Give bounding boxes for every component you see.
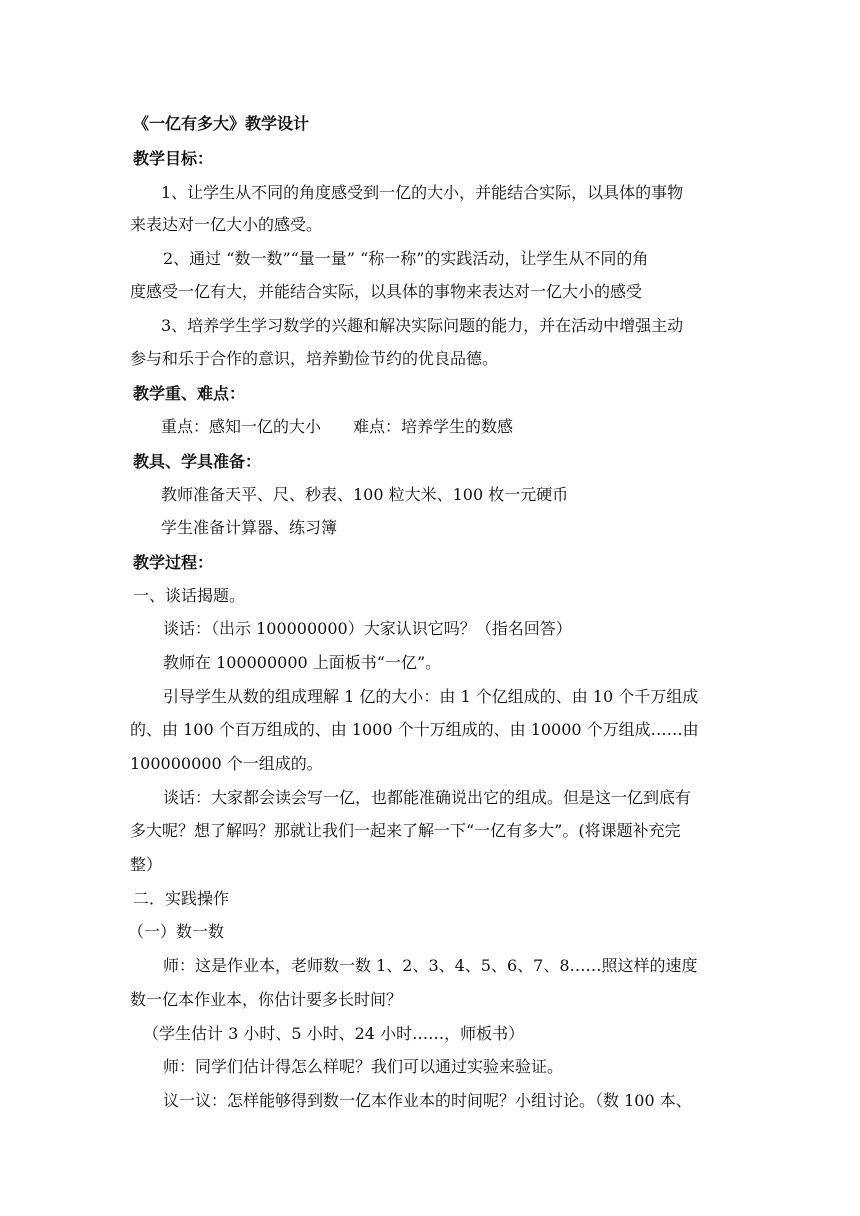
tools-teacher: 教师准备天平、尺、秒表、100 粒大米、100 枚一元硬币 [161, 485, 569, 504]
goals-heading: 教学目标： [133, 149, 214, 168]
paragraph-8: 议一议：怎样能够得到数一亿本作业本的时间呢？小组讨论。（数 100 本、 [163, 1091, 692, 1110]
key-points-line: 重点：感知一亿的大小 难点：培养学生的数感 [161, 417, 514, 436]
goal1-line2: 来表达对一亿大小的感受。 [130, 215, 323, 234]
paragraph-5-line2: 数一亿本作业本，你估计要多长时间？ [130, 990, 403, 1009]
subsection-1-title: （一）数一数 [128, 922, 225, 941]
paragraph-7: 师：同学们估计得怎么样呢？我们可以通过实验来验证。 [163, 1057, 564, 1076]
goal1-line1: 1、让学生从不同的角度感受到一亿的大小，并能结合实际，以具体的事物 [161, 183, 684, 202]
document-title: 《一亿有多大》教学设计 [133, 114, 310, 133]
paragraph-1: 谈话：（出示 100000000）大家认识它吗？（指名回答） [163, 619, 572, 638]
paragraph-3-line3: 100000000 个一组成的。 [130, 754, 323, 773]
paragraph-5-line1: 师：这是作业本，老师数一数 1、2、3、4、5、6、7、8……照这样的速度 [163, 956, 698, 975]
paragraph-2: 教师在 100000000 上面板书“一亿”。 [163, 653, 442, 672]
paragraph-6: （学生估计 3 小时、5 小时、24 小时……，师板书） [143, 1024, 525, 1043]
tools-student: 学生准备计算器、练习簿 [161, 518, 338, 537]
paragraph-4-line1: 谈话：大家都会读会写一亿，也都能准确说出它的组成。但是这一亿到底有 [163, 788, 692, 807]
paragraph-3-line1: 引导学生从数的组成理解 1 亿的大小：由 1 个亿组成的、由 10 个千万组成 [163, 687, 699, 706]
section-2-title: 二．实践操作 [133, 889, 230, 908]
paragraph-4-line2: 多大呢？想了解吗？那就让我们一起来了解一下“一亿有多大”。(将课题补充完 [130, 821, 681, 840]
section-1-title: 一、谈话揭题。 [133, 586, 246, 605]
paragraph-3-line2: 的、由 100 个百万组成的、由 1000 个十万组成的、由 10000 个万组成……由 [130, 720, 699, 739]
process-heading: 教学过程： [133, 553, 214, 572]
goal2-line1: 2、通过 “数一数”“量一量” “称一称”的实践活动，让学生从不同的角 [163, 249, 649, 268]
goal3-line1: 3、培养学生学习数学的兴趣和解决实际问题的能力，并在活动中增强主动 [161, 316, 684, 335]
paragraph-4-line3: 整） [130, 855, 163, 874]
goal2-line2: 度感受一亿有大，并能结合实际，以具体的事物来表达对一亿大小的感受 [130, 282, 643, 301]
goal3-line2: 参与和乐于合作的意识，培养勤俭节约的优良品德。 [130, 349, 499, 368]
key-points-heading: 教学重、难点： [133, 384, 246, 403]
tools-heading: 教具、学具准备： [133, 452, 262, 471]
